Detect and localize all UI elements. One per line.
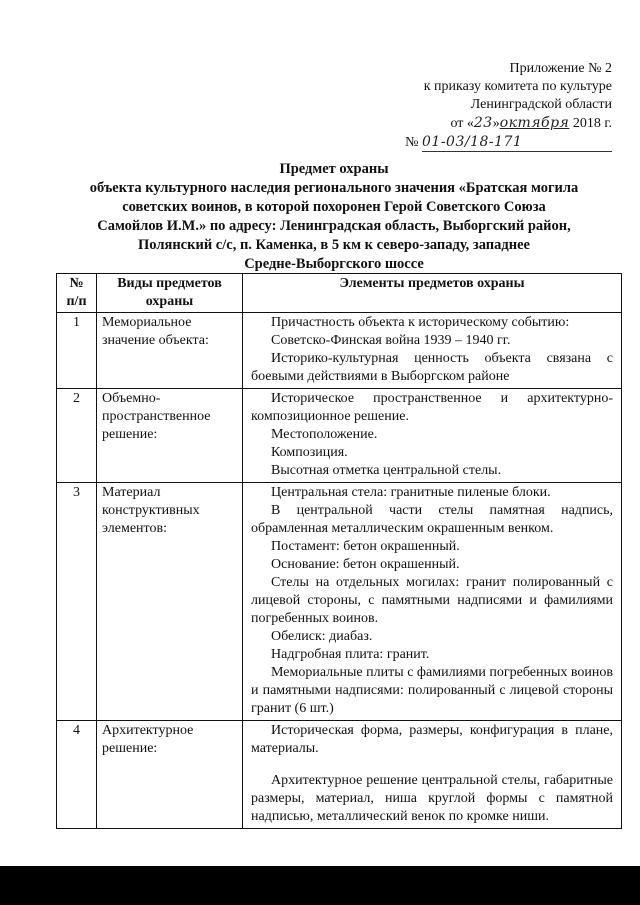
header-kind: Виды предметов охраны bbox=[97, 274, 243, 313]
element-paragraph: Высотная отметка центральной стелы. bbox=[271, 463, 502, 478]
element-paragraph: Надгробная плита: гранит. bbox=[271, 647, 430, 662]
table-row bbox=[57, 389, 622, 483]
element-paragraph: Композиция. bbox=[271, 445, 348, 460]
element-paragraph: Центральная стела: гранитные пиленые блоки. bbox=[271, 485, 551, 500]
row-elements bbox=[243, 483, 622, 721]
title-line-4: Самойлов И.М.» по адресу: Ленинградская область, Выборгский район, bbox=[97, 218, 571, 234]
title-line-5: Полянский с/с, п. Каменка, в 5 км к северо-западу, западнее bbox=[138, 237, 530, 253]
element-paragraph: Основание: бетон окрашенный. bbox=[271, 557, 460, 572]
row-elements bbox=[243, 313, 622, 389]
appendix-header bbox=[372, 60, 612, 152]
row-kind: Мемориальное значение объекта: bbox=[97, 313, 243, 389]
appendix-order-number-line bbox=[372, 133, 612, 152]
row-kind: Материал конструктивных элементов: bbox=[97, 483, 243, 721]
row-kind: Объемно-пространственное решение: bbox=[97, 389, 243, 483]
row-elements bbox=[243, 389, 622, 483]
row-number: 3 bbox=[57, 483, 97, 721]
title-line-6: Средне-Выборгского шоссе bbox=[244, 256, 424, 272]
row-number: 2 bbox=[57, 389, 97, 483]
number-prefix: № bbox=[405, 135, 419, 150]
appendix-order-reference: к приказу комитета по культуре bbox=[423, 79, 612, 94]
order-number-handwritten: 01-03/18-171 bbox=[422, 133, 612, 152]
protection-subject-table bbox=[56, 273, 622, 829]
element-paragraph: Историческое пространственное и архитектурно-композиционное решение. bbox=[251, 391, 613, 424]
table-row bbox=[57, 483, 622, 721]
element-paragraph: Причастность объекта к историческому событию: bbox=[271, 315, 570, 330]
element-paragraph: В центральной части стелы памятная надпись, обрамленная металлическим окрашенным венком. bbox=[251, 503, 613, 536]
element-paragraph: Обелиск: диабаз. bbox=[271, 629, 373, 644]
table-row bbox=[57, 721, 622, 829]
element-paragraph: Архитектурное решение центральной стелы, габаритные размеры, материал, ниша круглой формы с памятной надписью, металлический венок по кромке ниши. bbox=[251, 773, 613, 824]
date-separator: » bbox=[492, 116, 500, 131]
date-prefix: от « bbox=[450, 116, 474, 131]
title-line-3: советских воинов, в которой похоронен Герой Советского Союза bbox=[122, 199, 546, 215]
document-title bbox=[56, 160, 612, 274]
date-year: 2018 г. bbox=[572, 116, 612, 131]
element-paragraph: Мемориальные плиты с фамилиями погребенных воинов и памятными надписями: полированный с лицевой стороны гранит (6 шт.) bbox=[251, 665, 613, 716]
header-number-pp: п/п bbox=[66, 294, 87, 309]
row-number: 4 bbox=[57, 721, 97, 829]
element-paragraph: Историческая форма, размеры, конфигурация в плане, материалы. bbox=[251, 723, 613, 756]
table-row bbox=[57, 313, 622, 389]
element-paragraph: Постамент: бетон окрашенный. bbox=[271, 539, 460, 554]
header-number-sign: № bbox=[69, 276, 84, 291]
row-number: 1 bbox=[57, 313, 97, 389]
date-month-handwritten: октября bbox=[499, 115, 570, 131]
appendix-number: Приложение № 2 bbox=[509, 61, 612, 76]
row-kind: Архитектурное решение: bbox=[97, 721, 243, 829]
element-paragraph: Историко-культурная ценность объекта связана с боевыми действиями в Выборгском районе bbox=[251, 351, 613, 384]
element-paragraph: Советско-Финская война 1939 – 1940 гг. bbox=[271, 333, 511, 348]
header-number bbox=[57, 274, 97, 313]
table-header-row bbox=[57, 274, 622, 313]
date-day-handwritten: 23 bbox=[473, 115, 493, 131]
element-paragraph: Местоположение. bbox=[271, 427, 378, 442]
appendix-region: Ленинградской области bbox=[470, 97, 612, 112]
title-line-1: Предмет охраны bbox=[279, 161, 389, 177]
row-elements bbox=[243, 721, 622, 829]
scan-bottom-edge bbox=[0, 866, 640, 905]
title-line-2: объекта культурного наследия регионального значения «Братская могила bbox=[89, 180, 579, 196]
element-paragraph: Стелы на отдельных могилах: гранит полированный с лицевой стороны, с памятными надписями и фамилиями погребенных воинов. bbox=[251, 575, 613, 626]
appendix-date-line bbox=[372, 114, 612, 133]
header-elements: Элементы предметов охраны bbox=[243, 274, 622, 313]
